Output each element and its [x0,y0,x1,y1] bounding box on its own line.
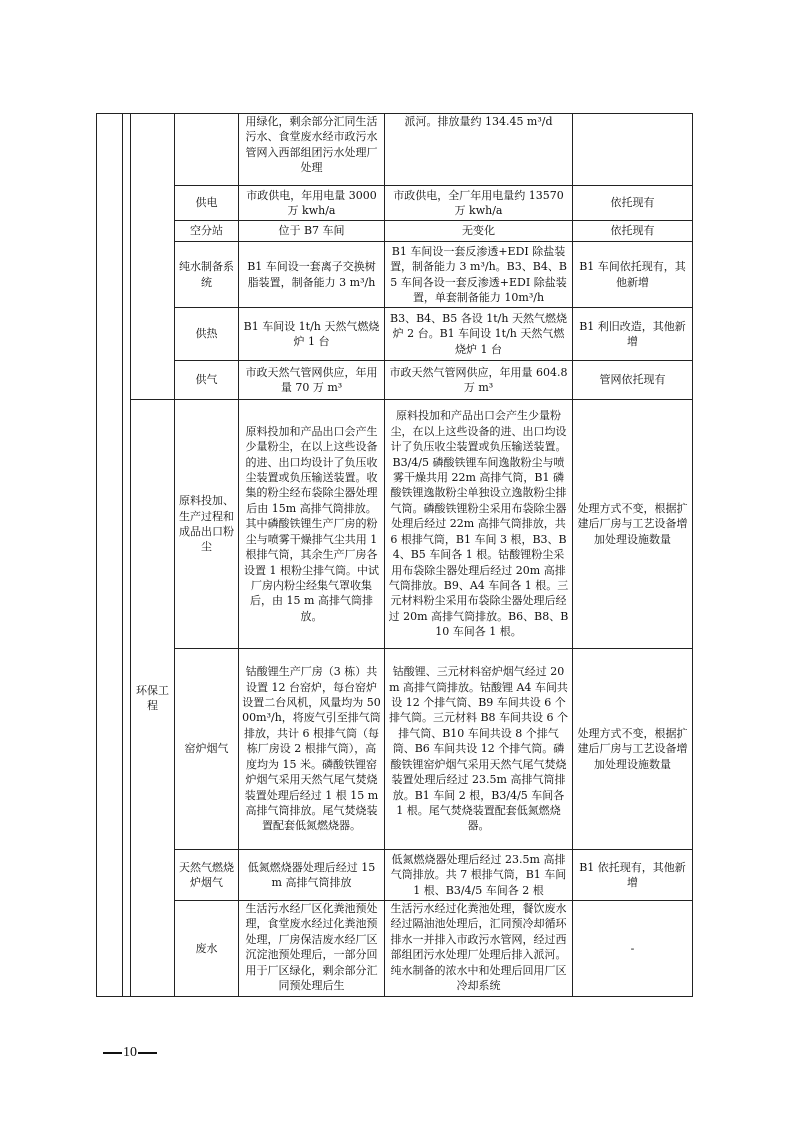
item-label: 窑炉烟气 [175,649,239,850]
table-row-wastewater-continued [97,114,693,186]
table-row-power [97,186,693,221]
category-label-environmental: 环保工程 [131,400,175,997]
page-number-dash-left [103,1052,122,1054]
project-comparison-table [96,113,693,997]
existing-cell: B1 车间设 1t/h 天然气燃烧炉 1 台 [239,308,385,361]
existing-cell: 用绿化，剩余部分汇同生活污水、食堂废水经市政污水管网入西部组团污水处理厂处理 [239,114,385,186]
after-cell: 市政供电，全厂年用电量约 13570 万 kwh/a [385,186,573,221]
after-cell: 市政天然气管网供应，年用量 604.8 万 m³ [385,361,573,400]
after-cell: 原料投加和产品出口会产生少量粉尘，在以上这些设备的进、出口均设计了负压收尘装置或负压输送装置。B3/4/5 磷酸铁锂车间逸散粉尘与喷雾干燥共用 22m 高排气筒，B1 磷酸铁锂逸散粉尘单独设立逸散粉尘排气筒。磷酸铁锂粉尘采用布袋除尘器处理后经过 22m 高排气筒排放，共 6 根排气筒，B1 车间 3 根，B3、B4、B5 车间各 1 根。钴酸锂粉尘采用布袋除尘器处理后经过 20m 高排气筒排放。B9、A4 车间各 1 根。三元材料粉尘采用布袋除尘器处理后经过 20m 高排气筒排放。B6、B8、B10 车间各 1 根。 [385,400,573,649]
outer-blank-column [97,114,123,997]
item-label: 供电 [175,186,239,221]
table-row-pure-water [97,242,693,308]
page-number-dash-right [138,1052,157,1054]
note-cell: 依托现有 [573,221,693,242]
table-row-dust [97,400,693,649]
note-cell: 处理方式不变，根据扩建后厂房与工艺设备增加处理设施数量 [573,649,693,850]
after-cell: 钴酸锂、三元材料窑炉烟气经过 20m 高排气筒排放。钴酸锂 A4 车间共设 12 个排气筒、B9 车间共设 6 个排气筒。三元材料 B8 车间共设 6 个排气筒、B10 车间共设 8 个排气筒、B6 车间共设 12 个排气筒。磷酸铁锂窑炉烟气采用天然气尾气焚烧装置处理后经过 23.5m 高排气筒排放。B1 车间 2 根，B3/4/5 车间各 1 根。尾气焚烧装置配套低氮燃烧器。 [385,649,573,850]
page-number-text: 10 [123,1045,137,1060]
table-row-kiln-flue-gas [97,649,693,850]
item-label: 供热 [175,308,239,361]
existing-cell: 市政供电，年用电量 3000 万 kwh/a [239,186,385,221]
existing-cell: 生活污水经厂区化粪池预处理，食堂废水经过化粪池预处理，厂房保洁废水经厂区沉淀池预处理后，一部分回用于厂区绿化，剩余部分汇同预处理后生 [239,901,385,997]
existing-cell: 位于 B7 车间 [239,221,385,242]
existing-cell: 原料投加和产品出口会产生少量粉尘，在以上这些设备的进、出口均设计了负压收尘装置或负压输送装置。收集的粉尘经布袋除尘器处理后由 15m 高排气筒排放。其中磷酸铁锂生产厂房的粉尘与喷雾干燥排气尘共用 1 根排气筒，其余生产厂房各设置 1 根粉尘排气筒。中试厂房内粉尘经集气罩收集后，由 15 m 高排气筒排放。 [239,400,385,649]
table-row-heating [97,308,693,361]
note-cell: B1 利旧改造，其他新增 [573,308,693,361]
note-cell [573,114,693,186]
table-row-air-station [97,221,693,242]
existing-cell: 市政天然气管网供应，年用量 70 万 m³ [239,361,385,400]
inner-blank-column [123,114,131,997]
note-cell: B1 车间依托现有，其他新增 [573,242,693,308]
item-label: 天然气燃烧炉烟气 [175,850,239,901]
existing-cell: 低氮燃烧器处理后经过 15 m 高排气筒排放 [239,850,385,901]
note-cell: 管网依托现有 [573,361,693,400]
after-cell: 生活污水经过化粪池处理，餐饮废水经过隔油池处理后，汇同预冷却循环排水一并排入市政污水管网，经过西部组团污水处理厂处理后排入派河。纯水制备的浓水中和处理后回用厂区冷却系统 [385,901,573,997]
item-label: 废水 [175,901,239,997]
item-cell-empty [175,114,239,186]
table-row-wastewater [97,901,693,997]
item-label: 空分站 [175,221,239,242]
after-cell: B3、B4、B5 各设 1t/h 天然气燃烧炉 2 台。B1 车间设 1t/h 天然气燃烧炉 1 台 [385,308,573,361]
table-row-gas [97,361,693,400]
after-cell: 无变化 [385,221,573,242]
item-label: 原料投加、生产过程和成品出口粉尘 [175,400,239,649]
note-cell: 处理方式不变，根据扩建后厂房与工艺设备增加处理设施数量 [573,400,693,649]
note-cell: - [573,901,693,997]
table-row-boiler-flue-gas [97,850,693,901]
note-cell: B1 依托现有，其他新增 [573,850,693,901]
after-cell: 低氮燃烧器处理后经过 23.5m 高排气筒排放。共 7 根排气筒，B1 车间 1 根、B3/4/5 车间各 2 根 [385,850,573,901]
existing-cell: B1 车间设一套离子交换树脂装置，制备能力 3 m³/h [239,242,385,308]
existing-cell: 钴酸锂生产厂房（3 栋）共设置 12 台窑炉，每台窑炉设置二台风机，风量均为 5000m³/h，将废气引至排气筒排放，共计 6 根排气筒（每栋厂房设 2 根排气筒），高度均为 15 米。磷酸铁锂窑炉烟气采用天然气尾气焚烧装置处理后经过 1 根 15 m 高排气筒排放。尾气焚烧装置配套低氮燃烧器。 [239,649,385,850]
item-label: 纯水制备系统 [175,242,239,308]
after-cell: B1 车间设一套反渗透+EDI 除盐装置，制备能力 3 m³/h。B3、B4、B5 车间各设一套反渗透+EDI 除盐装置，单套制备能力 10m³/h [385,242,573,308]
note-cell: 依托现有 [573,186,693,221]
category-cell-empty [131,114,175,400]
item-label: 供气 [175,361,239,400]
after-cell: 派河。排放量约 134.45 m³/d [385,114,573,186]
page-number [102,1045,158,1061]
